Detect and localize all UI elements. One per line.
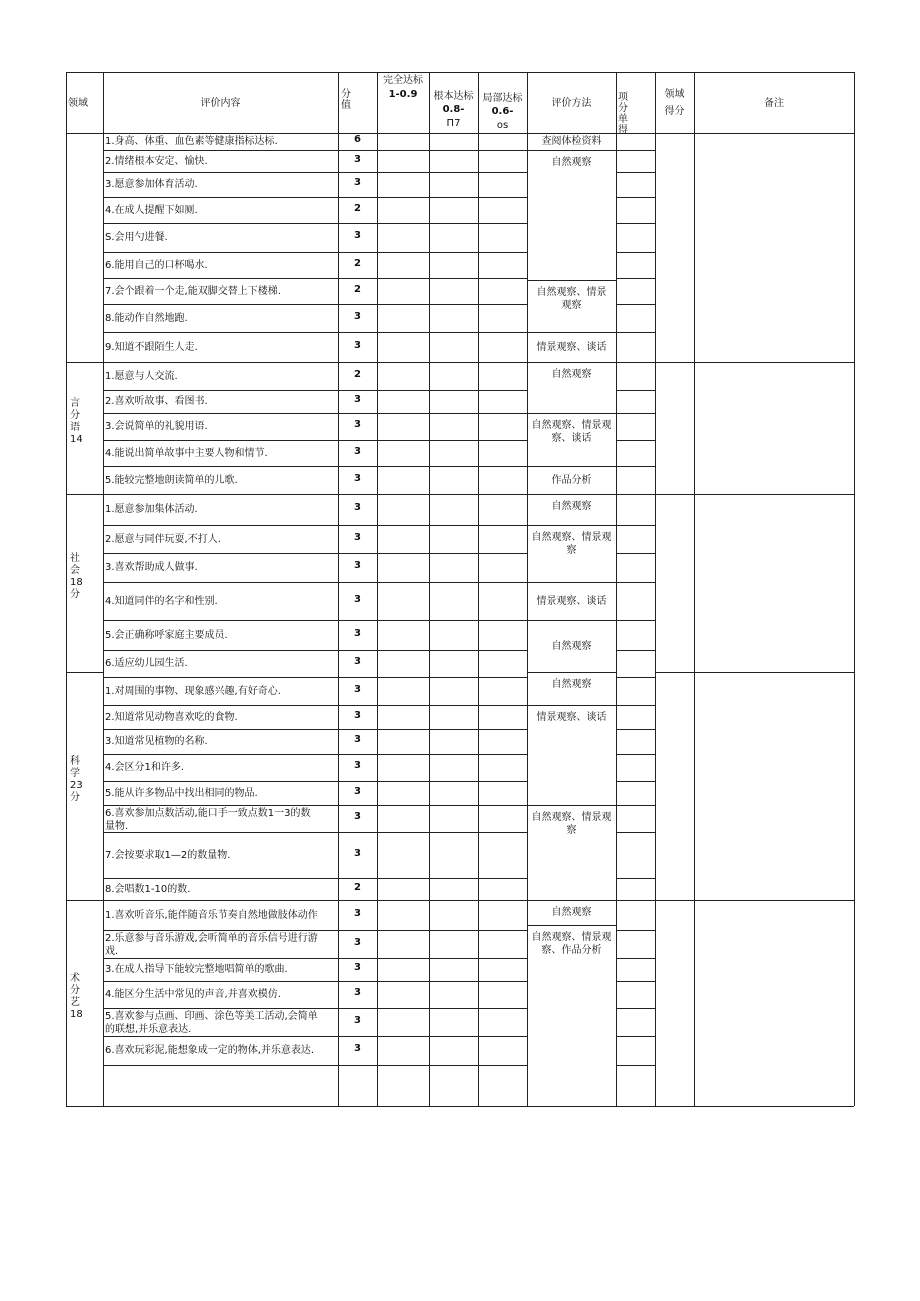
grid-line [103,413,527,414]
row-text-cont: 的联想,并乐意表达. [105,1024,192,1035]
row-text: 3.愿意参加体育活动. [105,179,198,190]
grid-line [527,705,616,706]
grid-line [616,278,655,279]
method-text-cont: 察、作品分析 [541,945,602,956]
grid-line [616,650,655,651]
grid-line [616,466,655,467]
grid-line [66,72,854,73]
header-method: 评价方法 [551,98,592,109]
row-score: 3 [354,230,361,241]
row-text-cont: 戏. [105,946,119,957]
grid-line [103,150,527,151]
grid-line [103,494,527,495]
grid-line [103,677,527,678]
grid-line [103,650,527,651]
row-score: 2 [354,257,361,269]
grid-line [527,1106,616,1107]
grid-line [103,278,527,279]
grid-line [527,900,616,901]
grid-line [616,832,655,833]
grid-line [103,332,527,333]
method-text: 自然观察 [551,501,592,512]
row-score: 3 [354,987,361,998]
grid-line [527,494,616,495]
row-text: 1.身高、体重、血色素等健康指标达标. [105,136,278,147]
grid-line [377,72,378,1106]
grid-line [103,390,527,391]
row-score: 3 [354,962,361,973]
row-text: 7.会按要求取1—2的数量物. [105,849,231,861]
header-item-score: 项分单得 [618,92,628,136]
row-text: 6.喜欢参加点数活动,能口手一致点数1一3的数 [105,808,311,819]
grid-line [103,1008,527,1009]
grid-line [616,150,655,151]
grid-line [527,413,616,414]
row-score: 3 [354,419,361,430]
method-text: 查阅体检资料 [541,136,602,147]
grid-line [103,525,527,526]
method-text: 作品分析 [551,474,592,486]
row-score: 2 [354,202,361,214]
grid-line [527,150,616,151]
header-partial-title: 局部达标 [482,93,523,104]
row-score: 2 [354,368,361,380]
row-text-cont: 量物. [105,821,129,832]
row-text: 1.愿意与人交流. [105,370,178,382]
row-score: 3 [354,502,361,513]
row-text: 2.愿意与同伴玩耍,不打人. [105,533,221,545]
grid-line [103,900,527,901]
row-score: 2 [354,881,361,893]
header-domain: 领域 [68,98,88,109]
grid-line [103,1036,527,1037]
method-text: 自然观察、情景 [536,287,607,298]
row-text: 3.在成人指导下能较完整地唱简单的歌曲. [105,964,288,975]
grid-line [616,72,617,1106]
header-remark: 备注 [764,98,784,109]
header-domain-score-b: 得分 [664,106,685,117]
row-score: 3 [354,907,361,919]
grid-line [655,494,854,495]
header-partial-range-b: os [496,120,509,131]
header-score: 分值 [341,89,351,111]
grid-line [616,197,655,198]
row-text: 4.在成人提醒下如厕. [105,204,198,216]
grid-line [103,172,527,173]
grid-line [694,72,695,1106]
grid-line [103,958,527,959]
grid-line [103,72,104,1106]
grid-line [616,754,655,755]
grid-line [616,981,655,982]
header-full-range: 1-0.9 [388,89,418,100]
grid-line [655,362,854,363]
grid-line [616,223,655,224]
grid-line [616,440,655,441]
method-text: 情景观察、谈话 [536,712,607,723]
method-text: 自然观察 [551,369,592,380]
grid-line [616,362,655,363]
method-text-cont: 观察 [561,300,582,311]
row-text: 1.愿意参加集体活动. [105,504,198,515]
row-score: 3 [354,177,361,188]
method-text: 自然观察 [551,679,592,690]
row-text: 3.知道常见植物的名称. [105,736,208,747]
grid-line [616,390,655,391]
row-score: 3 [354,339,361,351]
row-text: 4.能说出简单故事中主要人物和情节. [105,447,268,459]
grid-line [616,805,655,806]
grid-line [616,705,655,706]
row-score: 6 [354,134,361,145]
grid-line [527,620,616,621]
grid-line [103,582,527,583]
header-domain-score-a: 领域 [664,89,685,100]
grid-line [103,754,527,755]
row-score: 3 [354,709,361,721]
grid-line [655,1106,854,1107]
row-text: 5.能从许多物品中找出相同的物品. [105,787,258,799]
method-text: 自然观察、情景观 [531,420,612,431]
domain-label: 术分艺18 [70,973,83,1020]
grid-line [616,525,655,526]
row-text: 4.会区分1和许多. [105,762,185,773]
evaluation-table [66,72,854,1106]
grid-line [338,72,339,1106]
grid-line [103,981,527,982]
grid-line [616,1008,655,1009]
row-text: 2.情绪根本安定、愉快. [105,155,208,167]
grid-line [103,362,527,363]
row-score: 3 [354,811,361,822]
row-score: 3 [354,310,361,322]
grid-line [616,878,655,879]
method-text-cont: 察、谈话 [551,433,592,444]
grid-line [655,672,854,673]
grid-line [103,930,527,931]
row-score: 3 [354,683,361,695]
grid-line [66,494,103,495]
row-text: 2.乐意参与音乐游戏,会听简单的音乐信号进行游 [105,933,318,944]
row-text: S.会用勺进餐. [105,232,168,243]
row-text: 8.能动作自然地跑. [105,312,188,324]
domain-label: 科学23分 [70,756,83,803]
header-content: 评价内容 [200,98,241,109]
grid-line [616,304,655,305]
row-text: 1.喜欢听音乐,能伴随音乐节奏自然地做肢体动作 [105,909,318,921]
grid-line [527,280,616,281]
grid-line [66,1106,103,1107]
row-score: 3 [354,531,361,543]
method-text: 自然观察、情景观 [531,532,612,543]
row-text: 4.能区分生活中常见的声音,并喜欢模仿. [105,989,281,1000]
grid-line [655,72,656,1106]
row-text: 6.喜欢玩彩泥,能想象成一定的物体,并乐意表达. [105,1045,315,1056]
method-text: 自然观察 [551,640,592,652]
row-text: 9.知道不跟陌生人走. [105,341,198,353]
grid-line [103,620,527,621]
row-score: 3 [354,560,361,571]
grid-line [616,172,655,173]
header-basic-range-b: Π7 [446,118,461,129]
grid-line [66,72,67,1106]
row-text: 6.能用自己的口杯喝水. [105,259,208,271]
method-text: 情景观察、谈话 [536,341,607,353]
row-text: 3.会说简单的礼貌用语. [105,421,208,432]
row-score: 3 [354,394,361,405]
grid-line [527,362,616,363]
grid-line [527,805,616,806]
row-text: 3.喜欢帮助成人做事. [105,562,198,573]
domain-label: 社会18分 [70,553,83,600]
grid-line [103,805,527,806]
row-text: 2.知道常见动物喜欢吃的食物. [105,711,238,723]
row-score: 3 [354,627,361,639]
grid-line [103,729,527,730]
row-score: 2 [354,283,361,295]
row-score: 3 [354,760,361,771]
grid-line [527,582,616,583]
row-text: 8.会唱数1-10的数. [105,883,191,895]
grid-line [616,1065,655,1066]
header-partial-range-a: 0.6- [491,106,514,117]
grid-line [616,413,655,414]
grid-line [103,1065,527,1066]
grid-line [616,930,655,931]
grid-line [616,332,655,333]
row-score: 3 [354,785,361,797]
grid-line [616,781,655,782]
grid-line [103,553,527,554]
grid-line [66,672,103,673]
grid-line [429,72,430,1106]
grid-line [616,958,655,959]
grid-line [103,781,527,782]
grid-line [66,133,854,134]
row-text: 4.知道同伴的名字和性别. [105,595,218,607]
grid-line [103,466,527,467]
row-score: 3 [354,445,361,457]
domain-label: 言分语14 [70,398,83,445]
grid-line [478,72,479,1106]
grid-line [655,900,854,901]
grid-line [616,729,655,730]
row-text: 6.适应幼儿园生活. [105,658,188,669]
row-score: 3 [354,153,361,165]
grid-line [103,1106,527,1107]
grid-line [616,1036,655,1037]
method-text: 自然观察 [551,907,592,918]
grid-line [527,672,616,673]
grid-line [103,878,527,879]
grid-line [854,72,855,1106]
grid-line [616,1106,655,1107]
method-text: 自然观察、情景观 [531,812,612,823]
row-text: 7.会个跟着一个走,能双脚交替上下楼梯. [105,285,281,297]
row-text: 1.对周围的事物、现象感兴趣,有好奇心. [105,685,281,697]
grid-line [103,440,527,441]
grid-line [616,900,655,901]
method-text-cont: 察 [566,825,577,836]
grid-line [103,832,527,833]
row-score: 3 [354,1014,361,1026]
method-text-cont: 察 [566,545,577,556]
grid-line [616,494,655,495]
row-score: 3 [354,472,361,484]
method-text: 自然观察 [551,157,592,168]
header-basic-title: 根本达标 [433,91,474,102]
grid-line [103,223,527,224]
row-score: 3 [354,734,361,745]
row-text: 2.喜欢听故事、看图书. [105,396,208,407]
header-basic-range-a: 0.8- [442,104,465,115]
grid-line [66,900,103,901]
grid-line [616,582,655,583]
grid-line [616,252,655,253]
row-score: 3 [354,593,361,605]
grid-line [103,197,527,198]
grid-line [527,332,616,333]
row-score: 3 [354,1043,361,1054]
row-text: 5.能较完整地朗读简单的儿歌. [105,474,238,486]
row-text: 5.会正确称呼家庭主要成员. [105,629,228,641]
row-score: 3 [354,936,361,948]
grid-line [616,677,655,678]
grid-line [616,553,655,554]
row-text: 5.喜欢参与点画、印画、涂色等美工活动,会简单 [105,1011,318,1022]
grid-line [616,620,655,621]
grid-line [103,705,527,706]
grid-line [66,362,103,363]
row-score: 3 [354,847,361,859]
row-score: 3 [354,656,361,667]
grid-line [103,252,527,253]
grid-line [527,525,616,526]
method-text: 情景观察、谈话 [536,595,607,607]
grid-line [103,304,527,305]
grid-line [527,466,616,467]
grid-line [527,925,616,926]
method-text: 自然观察、情景观 [531,932,612,943]
header-full-title: 完全达标 [383,75,423,86]
